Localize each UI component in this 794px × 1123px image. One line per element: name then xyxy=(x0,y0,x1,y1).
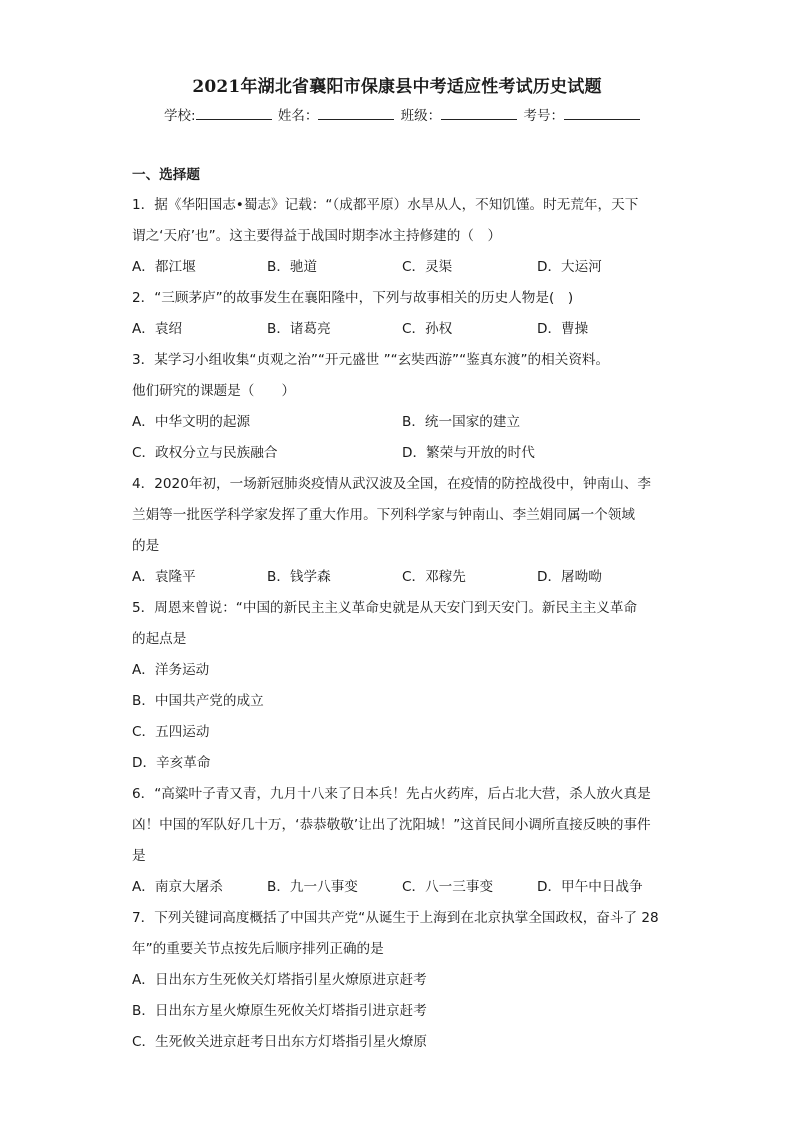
question-7 xyxy=(132,903,672,1058)
option-c[interactable]: C．八一三事变 xyxy=(402,879,494,895)
option-a[interactable]: A．日出东方生死攸关灯塔指引星火燎原进京赶考 xyxy=(132,972,427,988)
option-d[interactable]: D．繁荣与开放的时代 xyxy=(402,445,535,461)
number-label: 考号： xyxy=(523,108,564,124)
student-info-line xyxy=(164,104,642,124)
question-text-line: 3．某学习小组收集“贞观之治”“开元盛世 ”“玄奘西游”“鉴真东渡”的相关资料。 xyxy=(132,352,610,368)
option-b[interactable]: B．九一八事变 xyxy=(267,879,358,895)
question-text-line: 的起点是 xyxy=(132,631,187,647)
question-4 xyxy=(132,469,672,593)
question-area xyxy=(132,164,672,1058)
name-blank[interactable] xyxy=(318,107,394,120)
name-label: 姓名： xyxy=(277,108,319,124)
options-row xyxy=(132,252,672,283)
number-blank[interactable] xyxy=(564,107,640,120)
option-d[interactable]: D．辛亥革命 xyxy=(132,755,211,771)
options-row xyxy=(132,872,672,903)
question-text-line: 1．据《华阳国志•蜀志》记载：“（成都平原）水旱从人，不知饥馑。时无荒年，天下 xyxy=(132,197,639,213)
option-a[interactable]: A．南京大屠杀 xyxy=(132,879,223,895)
question-6 xyxy=(132,779,672,903)
options-row xyxy=(132,407,672,438)
question-text-line: 年”的重要关节点按先后顺序排列正确的是 xyxy=(132,941,384,957)
question-text-line: 5．周恩来曾说：“中国的新民主主义革命史就是从天安门到天安门。新民主主义革命 xyxy=(132,600,638,616)
exam-title: 2021年湖北省襄阳市保康县中考适应性考试历史试题 xyxy=(192,77,602,97)
class-label: 班级： xyxy=(400,108,442,124)
options-row xyxy=(132,562,672,593)
question-text-line: 兰娟等一批医学科学家发挥了重大作用。下列科学家与钟南山、李兰娟同属一个领域 xyxy=(132,507,635,523)
question-text-line: 2．“三顾茅庐”的故事发生在襄阳隆中，下列与故事相关的历史人物是( ) xyxy=(132,290,574,306)
option-d[interactable]: D．曹操 xyxy=(537,321,589,337)
option-a[interactable]: A．袁绍 xyxy=(132,321,183,337)
option-b[interactable]: B．诸葛亮 xyxy=(267,321,331,337)
option-a[interactable]: A．中华文明的起源 xyxy=(132,414,251,430)
option-a[interactable]: A．都江堰 xyxy=(132,259,196,275)
option-c[interactable]: C．灵渠 xyxy=(402,259,453,275)
options-row xyxy=(132,314,672,345)
option-c[interactable]: C．孙权 xyxy=(402,321,453,337)
option-c[interactable]: C．五四运动 xyxy=(132,724,210,740)
option-d[interactable]: D．甲午中日战争 xyxy=(537,879,643,895)
option-c[interactable]: C．邓稼先 xyxy=(402,569,466,585)
section-heading: 一、选择题 xyxy=(132,167,200,183)
option-b[interactable]: B．驰道 xyxy=(267,259,318,275)
question-3 xyxy=(132,345,672,469)
option-a[interactable]: A．洋务运动 xyxy=(132,662,210,678)
question-5 xyxy=(132,593,672,779)
question-text-line: 4．2020年初，一场新冠肺炎疫情从武汉波及全国，在疫情的防控战役中，钟南山、李 xyxy=(132,476,652,492)
class-blank[interactable] xyxy=(441,107,517,120)
question-text-line: 他们研究的课题是（ ） xyxy=(132,383,296,399)
option-b[interactable]: B．日出东方星火燎原生死攸关灯塔指引进京赶考 xyxy=(132,1003,427,1019)
option-d[interactable]: D．大运河 xyxy=(537,259,602,275)
option-c[interactable]: C．政权分立与民族融合 xyxy=(132,445,278,461)
question-2 xyxy=(132,283,672,345)
question-text-line: 6．“高粱叶子青又青，九月十八来了日本兵！先占火药库，后占北大营，杀人放火真是 xyxy=(132,786,651,802)
school-label: 学校: xyxy=(164,108,196,124)
option-b[interactable]: B．钱学森 xyxy=(267,569,331,585)
option-c[interactable]: C．生死攸关进京赶考日出东方灯塔指引星火燎原 xyxy=(132,1034,427,1050)
question-text-line: 7．下列关键词高度概括了中国共产党“从诞生于上海到在北京执掌全国政权，奋斗了 28 xyxy=(132,910,659,926)
question-text-line: 是 xyxy=(132,848,146,864)
option-b[interactable]: B．中国共产党的成立 xyxy=(132,693,264,709)
options-row xyxy=(132,438,672,469)
option-a[interactable]: A．袁隆平 xyxy=(132,569,196,585)
question-1 xyxy=(132,190,672,283)
option-d[interactable]: D．屠呦呦 xyxy=(537,569,602,585)
question-text-line: 谓之‘天府’也”。这主要得益于战国时期李冰主持修建的（ ） xyxy=(132,228,502,244)
question-text-line: 的是 xyxy=(132,538,160,554)
school-blank[interactable] xyxy=(196,107,272,120)
option-b[interactable]: B．统一国家的建立 xyxy=(402,414,521,430)
question-text-line: 凶！中国的军队好几十万，‘恭恭敬敬’让出了沈阳城！”这首民间小调所直接反映的事件 xyxy=(132,817,651,833)
